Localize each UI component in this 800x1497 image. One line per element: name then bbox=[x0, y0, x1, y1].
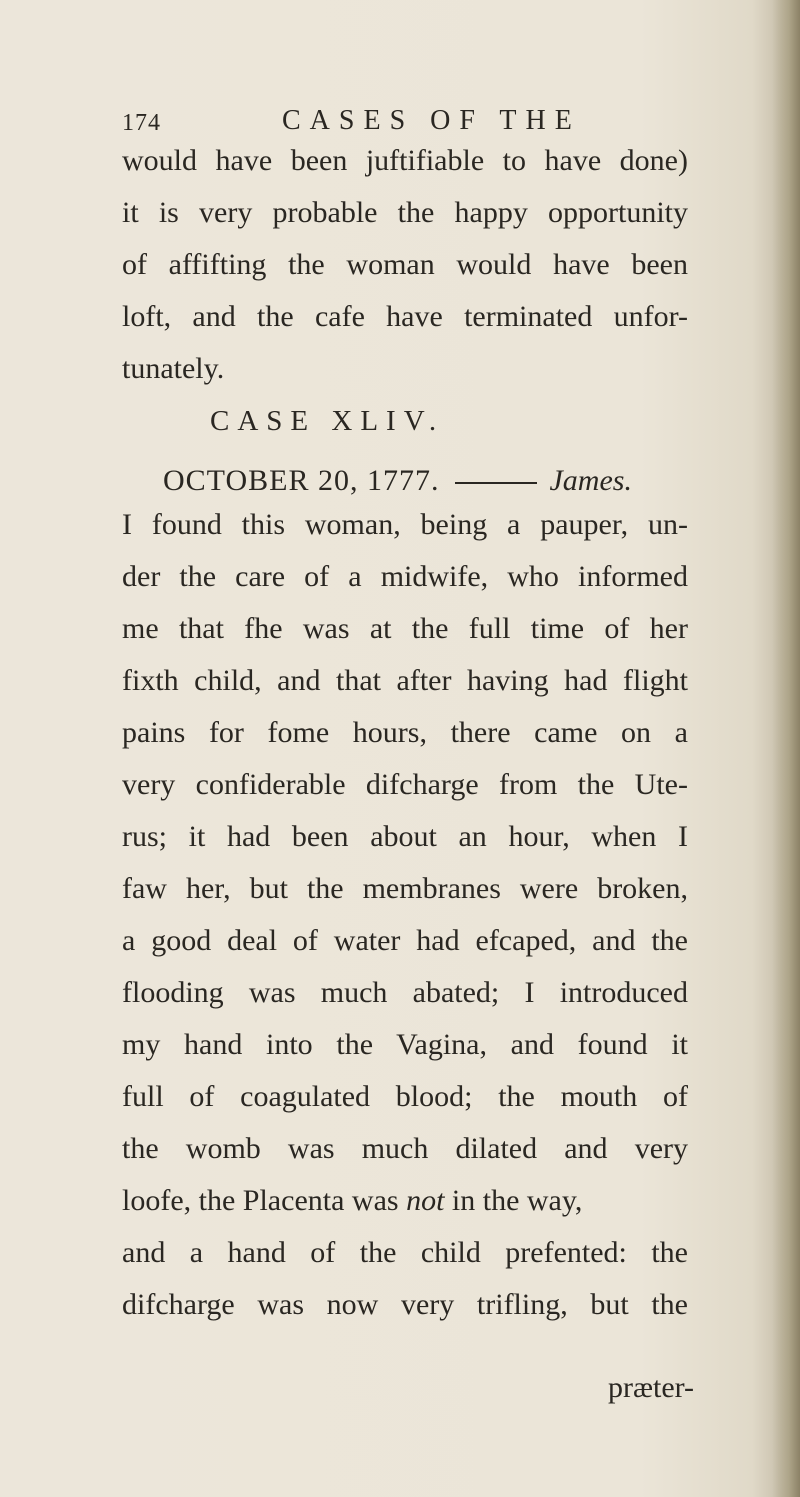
case-attribution: James. bbox=[549, 464, 632, 497]
text-line: would have been juftifiable to have done) bbox=[122, 144, 688, 177]
text-line: and a hand of the child prefented: the bbox=[122, 1236, 688, 1269]
text-line: my hand into the Vagina, and found it bbox=[122, 1028, 688, 1061]
text-line: faw her, but the membranes were broken, bbox=[122, 872, 688, 905]
text-line: der the care of a midwife, who informed bbox=[122, 560, 688, 593]
text-line: I found this woman, being a pauper, un- bbox=[122, 508, 688, 541]
case-date: OCTOBER 20, 1777. bbox=[163, 464, 440, 497]
case-date-line bbox=[163, 461, 688, 501]
case-heading: CASE XLIV. bbox=[210, 405, 445, 437]
text-line: pains for fome hours, there came on a bbox=[122, 716, 688, 749]
text-line: loft, and the cafe have terminated unfor- bbox=[122, 300, 688, 333]
text-line: very confiderable difcharge from the Ute- bbox=[122, 768, 688, 801]
text-line: fixth child, and that after having had flight bbox=[122, 664, 688, 697]
text-line: rus; it had been about an hour, when I bbox=[122, 820, 688, 853]
text-line: me that fhe was at the full time of her bbox=[122, 612, 688, 645]
catchword: præter- bbox=[608, 1371, 695, 1404]
text-line: difcharge was now very trifling, but the bbox=[122, 1288, 688, 1321]
page-header bbox=[122, 101, 682, 141]
text-line: it is very probable the happy opportunity bbox=[122, 196, 688, 229]
running-head: CASES OF THE bbox=[282, 105, 581, 136]
text-fragment-before: loofe, the Placenta was bbox=[122, 1184, 407, 1217]
text-line: full of coagulated blood; the mouth of bbox=[122, 1080, 688, 1113]
dash-rule bbox=[455, 482, 537, 484]
text-fragment bbox=[122, 1181, 582, 1221]
text-line: a good deal of water had efcaped, and the bbox=[122, 924, 688, 957]
emphasis-word: not bbox=[406, 1184, 445, 1217]
text-line: flooding was much abated; I introduced bbox=[122, 976, 688, 1009]
text-line: the womb was much dilated and very bbox=[122, 1132, 688, 1165]
page-edge-shadow bbox=[772, 0, 800, 1497]
text-fragment-after: in the way, bbox=[444, 1184, 583, 1217]
page-number: 174 bbox=[122, 110, 161, 136]
text-line-placenta bbox=[122, 1181, 688, 1221]
text-line: of affifting the woman would have been bbox=[122, 248, 688, 281]
text-line: tunately. bbox=[122, 352, 225, 385]
